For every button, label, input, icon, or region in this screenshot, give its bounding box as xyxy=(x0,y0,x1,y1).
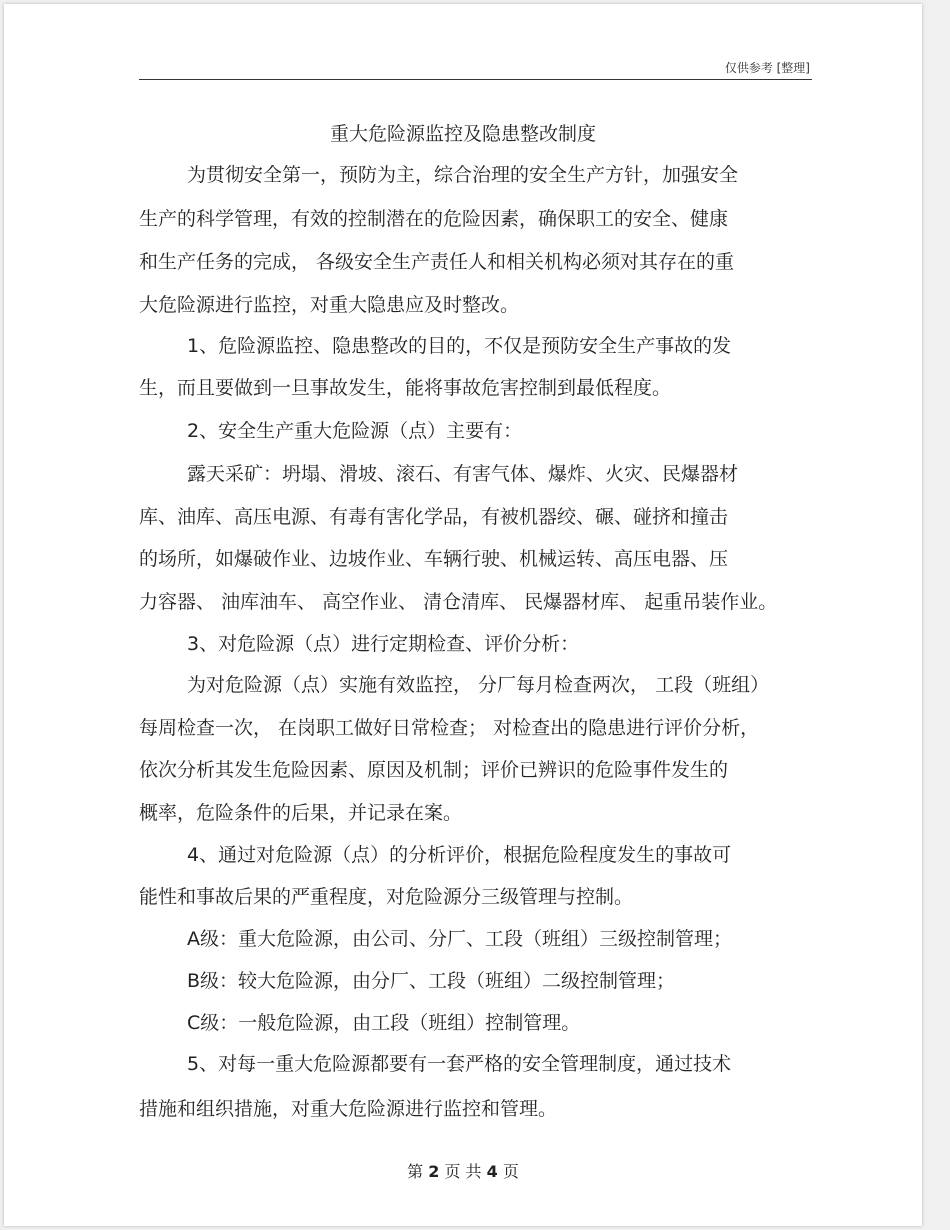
paragraph-line: C级：一般危险源，由工段（班组）控制管理。 xyxy=(187,1012,581,1034)
paragraph-line: 措施和组织措施，对重大危险源进行监控和管理。 xyxy=(139,1098,558,1120)
paragraph-line: 露天采矿：坍塌、滑坡、滚石、有害气体、爆炸、火灾、民爆器材 xyxy=(187,463,739,485)
paragraph-line: 的场所，如爆破作业、边坡作业、车辆行驶、机械运转、高压电器、压 xyxy=(139,548,729,570)
header-note: 仅供参考 [整理] xyxy=(724,61,810,75)
footer-prefix: 第 xyxy=(407,1162,424,1181)
footer-suffix: 页 xyxy=(502,1162,519,1181)
paragraph-line: 能性和事故后果的严重程度，对危险源分三级管理与控制。 xyxy=(139,886,634,908)
paragraph-line: 1、危险源监控、隐患整改的目的，不仅是预防安全生产事故的发 xyxy=(187,335,732,357)
document-title: 重大危险源监控及隐患整改制度 xyxy=(329,123,596,145)
paragraph-line: 和生产任务的完成， 各级安全生产责任人和相关机构必须对其存在的重 xyxy=(139,251,735,273)
document-page xyxy=(4,4,922,1226)
total-page-count: 4 xyxy=(486,1162,498,1181)
paragraph-line: 3、对危险源（点）进行定期检查、评价分析： xyxy=(187,633,580,655)
paragraph-line: 4、通过对危险源（点）的分析评价，根据危险程度发生的事故可 xyxy=(187,844,732,866)
paragraph-line: 生产的科学管理，有效的控制潜在的危险因素，确保职工的安全、健康 xyxy=(139,208,729,230)
paragraph-line: 依次分析其发生危险因素、原因及机制；评价已辨识的危险事件发生的 xyxy=(139,759,729,781)
paragraph-line: 2、安全生产重大危险源（点）主要有： xyxy=(187,420,523,442)
paragraph-line: 生，而且要做到一旦事故发生，能将事故危害控制到最低程度。 xyxy=(139,377,672,399)
paragraph-line: 为对危险源（点）实施有效监控， 分厂每月检查两次， 工段（班组） xyxy=(187,674,770,696)
footer-middle: 页 共 xyxy=(444,1162,482,1181)
paragraph-line: 每周检查一次， 在岗职工做好日常检查； 对检查出的隐患进行评价分析， xyxy=(139,717,760,739)
paragraph-line: 库、油库、高压电源、有毒有害化学品，有被机器绞、碾、碰挤和撞击 xyxy=(139,506,729,528)
paragraph-line: 5、对每一重大危险源都要有一套严格的安全管理制度，通过技术 xyxy=(187,1053,732,1075)
page-footer xyxy=(4,1159,922,1182)
paragraph-line: B级：较大危险源，由分厂、工段（班组）二级控制管理； xyxy=(187,970,676,992)
paragraph-line: 力容器、 油库油车、 高空作业、 清仓清库、 民爆器材库、 起重吊装作业。 xyxy=(139,591,778,613)
paragraph-line: 概率，危险条件的后果，并记录在案。 xyxy=(139,802,463,824)
paragraph-line: 大危险源进行监控，对重大隐患应及时整改。 xyxy=(139,294,520,316)
paragraph-line: 为贯彻安全第一，预防为主，综合治理的安全生产方针，加强安全 xyxy=(187,164,739,186)
paragraph-line: A级：重大危险源，由公司、分厂、工段（班组）三级控制管理； xyxy=(187,928,732,950)
current-page-number: 2 xyxy=(428,1162,440,1181)
header-divider xyxy=(139,79,812,80)
